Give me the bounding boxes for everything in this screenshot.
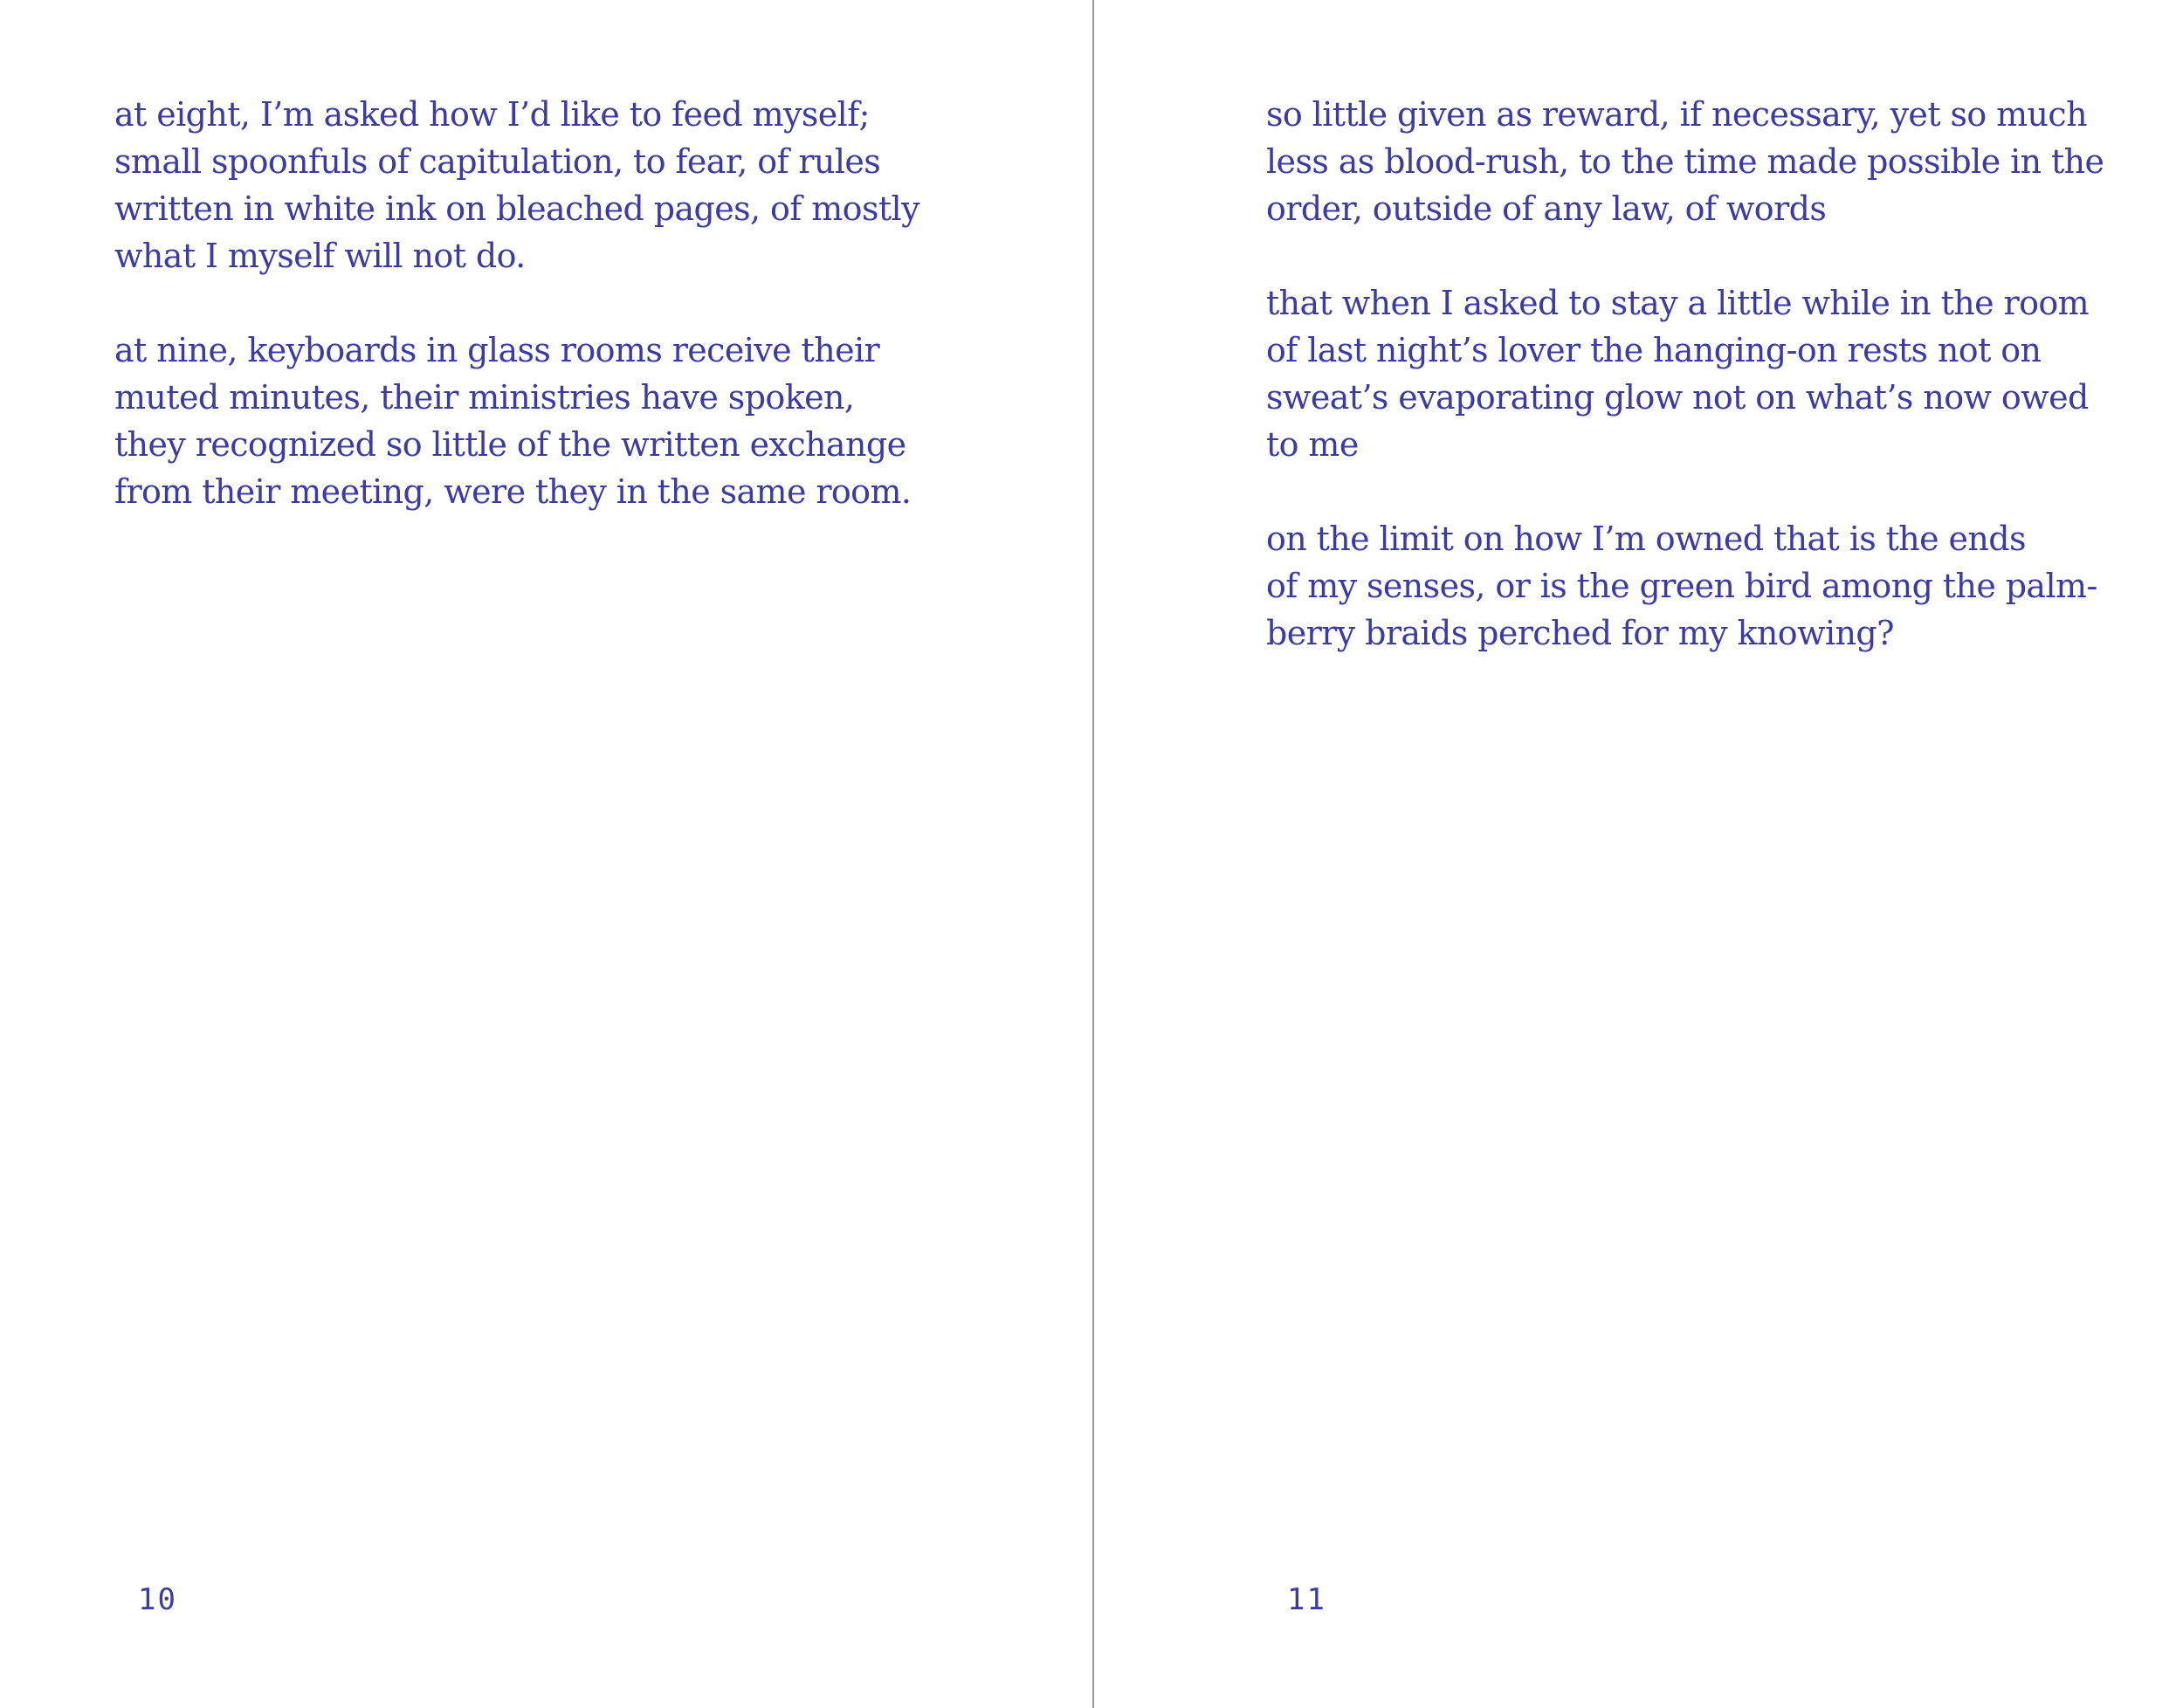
page-divider <box>1092 0 1094 1708</box>
poem-line: on the limit on how I’m owned that is the ends <box>1266 520 2026 558</box>
poem-line: that when I asked to stay a little while in the room <box>1266 284 2090 322</box>
left-stanza-1 <box>114 91 1040 279</box>
right-page-number: 11 <box>1287 1582 1326 1617</box>
poem-line: written in white ink on bleached pages, of mostly <box>114 189 919 228</box>
poem-line: berry braids perched for my knowing? <box>1266 614 1894 652</box>
poem-line: at eight, I’m asked how I’d like to feed myself; <box>114 95 870 134</box>
poem-line: they recognized so little of the written exchange <box>114 425 906 464</box>
left-page-number: 10 <box>138 1582 177 1617</box>
right-page-poem <box>1266 91 2174 704</box>
right-stanza-3 <box>1266 515 2174 657</box>
poem-line: what I myself will not do. <box>114 237 526 275</box>
poem-line: muted minutes, their ministries have spoken, <box>114 378 855 417</box>
left-stanza-2 <box>114 327 1040 515</box>
poem-line: sweat’s evaporating glow not on what’s now owed <box>1266 378 2089 417</box>
poem-line: from their meeting, were they in the same room. <box>114 472 912 511</box>
right-page <box>1095 0 2183 1708</box>
poem-line: order, outside of any law, of words <box>1266 189 1827 228</box>
poem-line: less as blood-rush, to the time made possible in the <box>1266 142 2104 181</box>
right-stanza-1 <box>1266 91 2174 232</box>
right-stanza-2 <box>1266 279 2174 468</box>
poem-line: at nine, keyboards in glass rooms receive their <box>114 331 880 369</box>
poem-line: of last night’s lover the hanging-on rests not on <box>1266 331 2042 369</box>
poem-line: small spoonfuls of capitulation, to fear, of rules <box>114 142 881 181</box>
poem-line: of my senses, or is the green bird among the palm- <box>1266 567 2097 605</box>
left-page-poem <box>114 91 1040 562</box>
poem-line: so little given as reward, if necessary, yet so much <box>1266 95 2087 134</box>
poem-line: to me <box>1266 425 1359 464</box>
